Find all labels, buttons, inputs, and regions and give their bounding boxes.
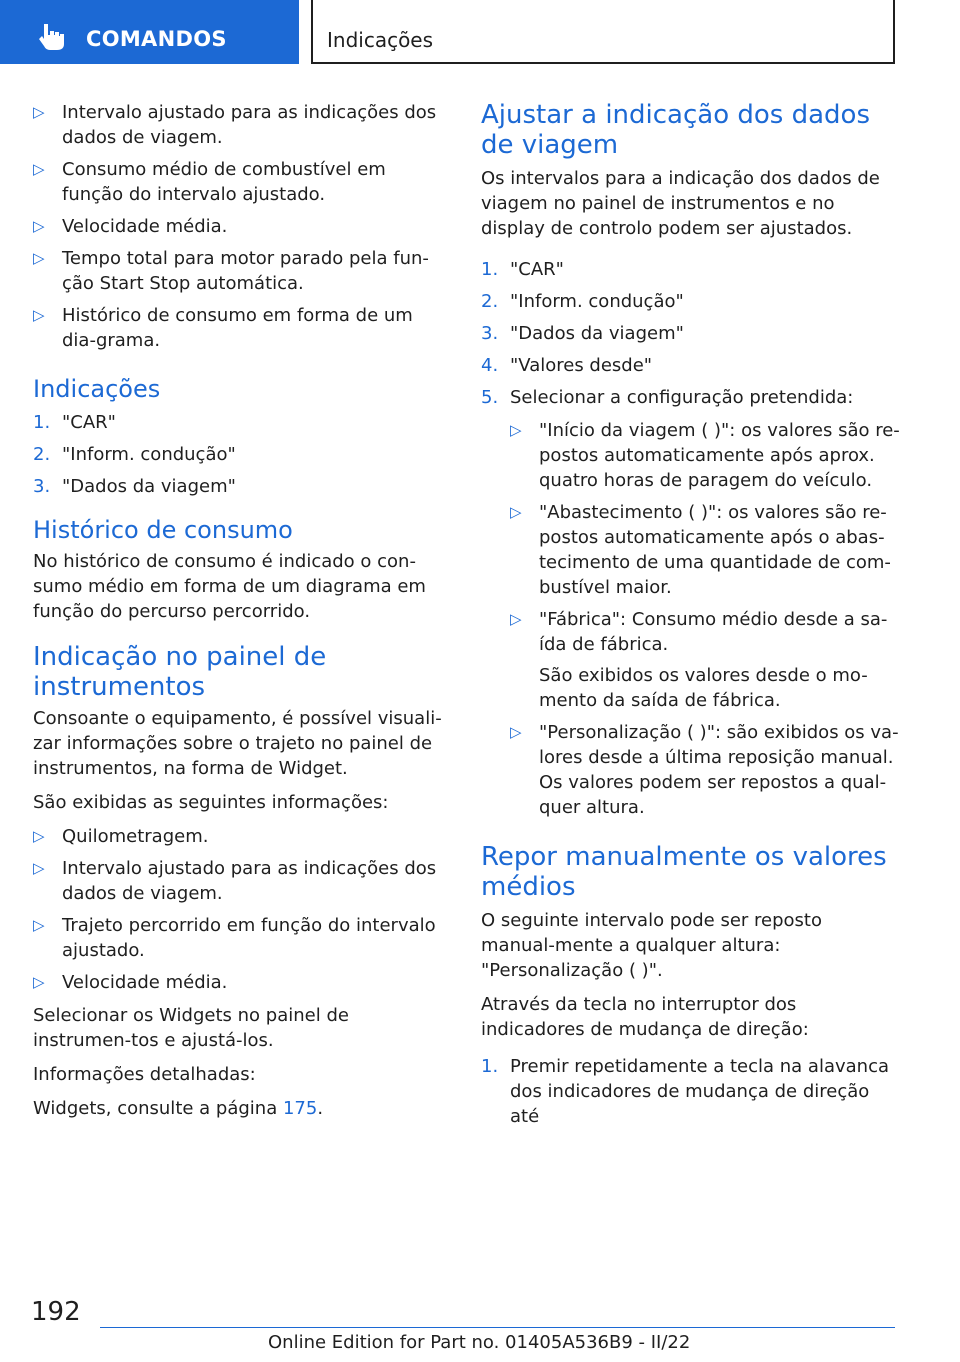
footer-rule [100, 1327, 895, 1328]
repor-paragraph-1: O seguinte intervalo pode ser reposto manual-mente a qualquer altura: "Personalização ( )". [481, 910, 822, 981]
step-item: 4. "Valores desde" [481, 355, 653, 376]
section-heading-ajustar: Ajustar a indicação dos dados de viagem [481, 100, 870, 160]
header-divider-left [311, 0, 313, 64]
step-item: 2. "Inform. condução" [33, 444, 236, 465]
bullet-triangle-icon: ▷ [510, 503, 522, 521]
widgets-instruction: Selecionar os Widgets no painel de instrumen-tos e ajustá-los. [33, 1005, 349, 1051]
option-item: ▷ "Abastecimento ( )": os valores são re-postos automaticamente após o abas-tecimento de uma quantidade de com-bustível maior. [510, 502, 891, 598]
list-item: ▷ Intervalo ajustado para as indicações dos dados de viagem. [33, 858, 437, 904]
step-item: 3. "Dados da viagem" [481, 323, 684, 344]
indicacoes-steps [33, 410, 448, 499]
bullet-triangle-icon: ▷ [33, 916, 45, 934]
section-tab-label: COMANDOS [86, 27, 227, 51]
bullet-triangle-icon: ▷ [33, 859, 45, 877]
section-heading-repor: Repor manualmente os valores médios [481, 842, 887, 902]
bullet-triangle-icon: ▷ [33, 103, 45, 121]
page-title: Indicações [327, 28, 434, 52]
painel-info-lead: São exibidas as seguintes informações: [33, 792, 389, 813]
section-heading-indicacoes: Indicações [33, 375, 161, 403]
header-divider-right [893, 0, 895, 64]
step-item: 1. "CAR" [33, 412, 116, 433]
section-heading-painel: Indicação no painel de instrumentos [33, 642, 327, 702]
bullet-triangle-icon: ▷ [510, 421, 522, 439]
list-item: ▷ Histórico de consumo em forma de um dia-grama. [33, 305, 413, 351]
fabrica-note: São exibidos os valores desde o mo-mento da saída de fábrica. [539, 665, 868, 711]
step-item: 2. "Inform. condução" [481, 291, 684, 312]
ajustar-steps [481, 257, 901, 820]
list-item: ▷ Tempo total para motor parado pela fun-ção Start Stop automática. [33, 248, 429, 294]
configuration-options [510, 418, 901, 820]
list-item: ▷ Trajeto percorrido em função do intervalo ajustado. [33, 915, 436, 961]
section-heading-historico: Histórico de consumo [33, 516, 293, 544]
ajustar-intro: Os intervalos para a indicação dos dados de viagem no painel de instrumentos e no display de controlo podem ser ajustados. [481, 168, 880, 239]
list-item: ▷ Quilometragem. [33, 826, 209, 847]
section-tab [0, 0, 299, 64]
trip-data-bullet-list [33, 100, 448, 353]
list-item: ▷ Velocidade média. [33, 216, 228, 237]
left-column [33, 100, 448, 1130]
bullet-triangle-icon: ▷ [33, 306, 45, 324]
step-item: 3. "Dados da viagem" [33, 476, 236, 497]
widget-info-bullet-list [33, 824, 448, 995]
painel-paragraph: Consoante o equipamento, é possível visuali-zar informações sobre o trajeto no painel de instrumentos, na forma de Widget. [33, 708, 442, 779]
step-item: 5. Selecionar a configuração pretendida: ▷ "Início da viagem ( )": os valores são re-postos automaticamente após aprox. quatro horas de paragem do veículo. ▷ "Abastecimento ( )": os valores são re-postos automaticamente após o abas-tecimento de uma quantidade de com-bustível maior. ▷ "Fábrica": Consumo médio desde a sa-ída de fábrica. São exibidos os valores desde o mo-mento da saída de fábrica. ▷ "Personalização ( )": são exibidos os va-lores desde a última reposição manual. Os valores podem ser repostos a qual-quer altura. [481, 387, 900, 818]
page-link[interactable]: 175 [282, 1098, 318, 1119]
option-item: ▷ "Início da viagem ( )": os valores são re-postos automaticamente após aprox. quatro horas de paragem do veículo. [510, 420, 900, 491]
widgets-reference: Widgets, consulte a página 175. [33, 1098, 324, 1119]
step-item: 1. Premir repetidamente a tecla na alavanca dos indicadores de mudança de direção até [481, 1056, 890, 1127]
bullet-triangle-icon: ▷ [33, 160, 45, 178]
header-underline [311, 62, 895, 64]
page-number: 192 [31, 1297, 81, 1327]
bullet-triangle-icon: ▷ [33, 217, 45, 235]
option-item: ▷ "Fábrica": Consumo médio desde a sa-ída de fábrica. São exibidos os valores desde o mo-mento da saída de fábrica. [510, 607, 901, 713]
bullet-triangle-icon: ▷ [510, 610, 522, 628]
bullet-triangle-icon: ▷ [33, 249, 45, 267]
hand-pointer-icon [36, 20, 68, 52]
option-item: ▷ "Personalização ( )": são exibidos os va-lores desde a última reposição manual. Os valores podem ser repostos a qual-quer altura. [510, 722, 899, 818]
list-item: ▷ Velocidade média. [33, 972, 228, 993]
step-item: 1. "CAR" [481, 259, 564, 280]
bullet-triangle-icon: ▷ [33, 827, 45, 845]
footer-edition: Online Edition for Part no. 01405A536B9 - II/22 [268, 1332, 691, 1353]
list-item: ▷ Intervalo ajustado para as indicações dos dados de viagem. [33, 102, 437, 148]
bullet-triangle-icon: ▷ [33, 973, 45, 991]
repor-paragraph-2: Através da tecla no interruptor dos indicadores de mudança de direção: [481, 994, 809, 1040]
list-item: ▷ Consumo médio de combustível em função do intervalo ajustado. [33, 159, 386, 205]
historico-paragraph: No histórico de consumo é indicado o con-sumo médio em forma de um diagrama em função do percurso percorrido. [33, 551, 426, 622]
repor-steps [481, 1054, 901, 1129]
right-column [481, 100, 901, 1136]
bullet-triangle-icon: ▷ [510, 723, 522, 741]
details-label: Informações detalhadas: [33, 1064, 256, 1085]
